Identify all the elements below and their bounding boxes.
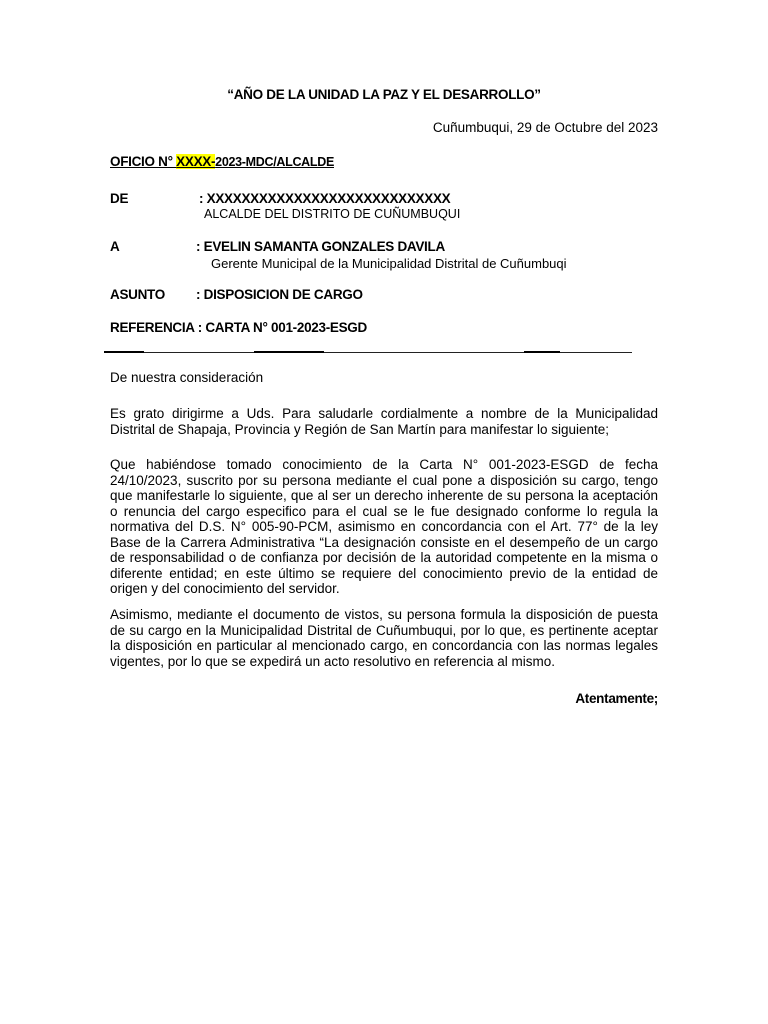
place-date: Cuñumbuqui, 29 de Octubre del 2023 (432, 120, 658, 135)
subject-label: ASUNTO (110, 287, 165, 302)
greeting: De nuestra consideración (110, 370, 264, 385)
closing-signoff: Atentamente; (575, 691, 658, 706)
to-name: : EVELIN SAMANTA GONZALES DAVILA (196, 239, 445, 254)
paragraph-main: Que habiéndose tomado conocimiento de la Carta N° 001-2023-ESGD de fecha 24/10/2023, suscrito por su persona mediante el cual pone a disposición su cargo, tengo que manifestarle lo siguiente, que al ser un derecho inherente de su persona la aceptación o renuncia del cargo especifico para el cual se le fue designado conforme lo regula la normativa del D.S. N° 005-90-PCM, asimismo en concordancia con el Art. 77° de la ley Base de la Carrera Administrativa “La designación consiste en el desempeño de un cargo de responsabilidad o de confianza por decisión de la autoridad competente en la misma o diferente entidad; en este último se requiere del conocimiento previo de la entidad de origen y del conocimiento del servidor. (110, 457, 658, 596)
separator-segment (254, 351, 324, 353)
paragraph-conclusion: Asimismo, mediante el documento de vistos, su persona formula la disposición de puesta de su cargo en la Municipalidad Distrital de Cuñumbuqui, por lo que, es pertinente aceptar la disposición en particular al mencionado cargo, en concordancia con las normas legales vigentes, por lo que se expedirá un acto resolutivo en referencia al mismo. (110, 607, 658, 669)
paragraph-intro: Es grato dirigirme a Uds. Para saludarle cordialmente a nombre de la Municipalidad Distrital de Shapaja, Provincia y Región de San Martín para manifestar lo siguiente; (110, 406, 658, 437)
reference-label-text: REFERENCIA (110, 320, 195, 335)
to-label: A (110, 239, 120, 254)
from-position: ALCALDE DEL DISTRITO DE CUÑUMBUQUI (204, 207, 461, 221)
year-motto-title: “AÑO DE LA UNIDAD LA PAZ Y EL DESARROLLO” (227, 87, 541, 102)
from-label: DE (110, 191, 129, 206)
separator-line (104, 352, 632, 353)
oficio-number-placeholder: XXXX- (176, 154, 216, 169)
from-name: : XXXXXXXXXXXXXXXXXXXXXXXXXXXX (199, 191, 451, 206)
separator-segment (524, 351, 560, 353)
reference-label (110, 320, 367, 335)
oficio-number (110, 154, 334, 169)
reference-value: : CARTA N° 001-2023-ESGD (194, 320, 367, 335)
separator-segment (104, 351, 144, 353)
subject-value: : DISPOSICION DE CARGO (196, 287, 363, 302)
to-position: Gerente Municipal de la Municipalidad Distrital de Cuñumbuqi (211, 256, 567, 271)
oficio-suffix: 2023-MDC/ALCALDE (215, 155, 334, 169)
oficio-prefix: OFICIO N° (110, 154, 177, 169)
